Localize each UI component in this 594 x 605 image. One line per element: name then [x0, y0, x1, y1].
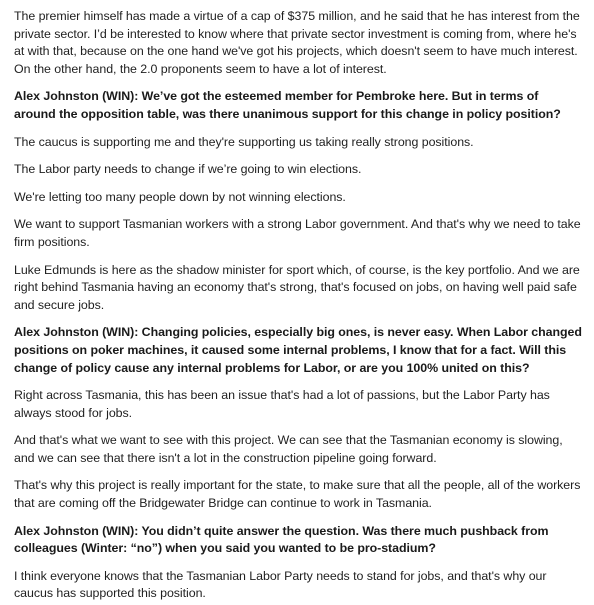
answer-paragraph: The Labor party needs to change if we’re going to win elections.: [14, 162, 362, 177]
question-paragraph: Alex Johnston (WIN): Changing policies, especially big ones, is never easy. When Labor changed positions on poker machines, it caused some internal problems, I know that for a fact. Will this change of policy cause any internal problems for Labor, or are you 100% united on this?: [14, 325, 582, 375]
question-paragraph: Alex Johnston (WIN): We’ve got the esteemed member for Pembroke here. But in terms of around the opposition table, was there unanimous support for this change in policy position?: [14, 89, 561, 121]
question-paragraph: Alex Johnston (WIN): You didn’t quite answer the question. Was there much pushback from colleagues (Winter: “no”) when you said you wanted to be pro-stadium?: [14, 523, 549, 556]
answer-paragraph: That's why this project is really important for the state, to make sure that all the people, all of the workers that are coming off the Bridgewater Bridge can continue to work in Tasmania.: [14, 478, 581, 511]
answer-paragraph: We're letting too many people down by not winning elections.: [14, 189, 346, 204]
answer-paragraph: The caucus is supporting me and they're supporting us taking really strong positions.: [14, 134, 474, 149]
answer-paragraph: Right across Tasmania, this has been an issue that's had a lot of passions, but the Labor Party has always stood for jobs.: [14, 388, 550, 420]
answer-paragraph: And that's what we want to see with this project. We can see that the Tasmanian economy is slowing, and we can see that there isn't a lot in the construction pipeline going forward.: [14, 433, 563, 465]
answer-paragraph: We want to support Tasmanian workers with a strong Labor government. And that's why we need to take firm positions.: [14, 217, 581, 249]
answer-paragraph: The premier himself has made a virtue of a cap of $375 million, and he said that he has interest from the private sector. I’d be interested to know where that private sector investment is coming from, where he's at with that, because on the one hand we've got his projects, which doesn't seem to have much interest. On the other hand, the 2.0 proponents seem to have a lot of interest.: [14, 9, 580, 76]
answer-paragraph: Luke Edmunds is here as the shadow minister for sport which, of course, is the key portfolio. And we are right behind Tasmania having an economy that's strong, that's focused on jobs, on having well paid safe and secure jobs.: [14, 262, 580, 312]
answer-paragraph: I think everyone knows that the Tasmanian Labor Party needs to stand for jobs, and that's why our caucus has supported this position.: [14, 568, 547, 601]
